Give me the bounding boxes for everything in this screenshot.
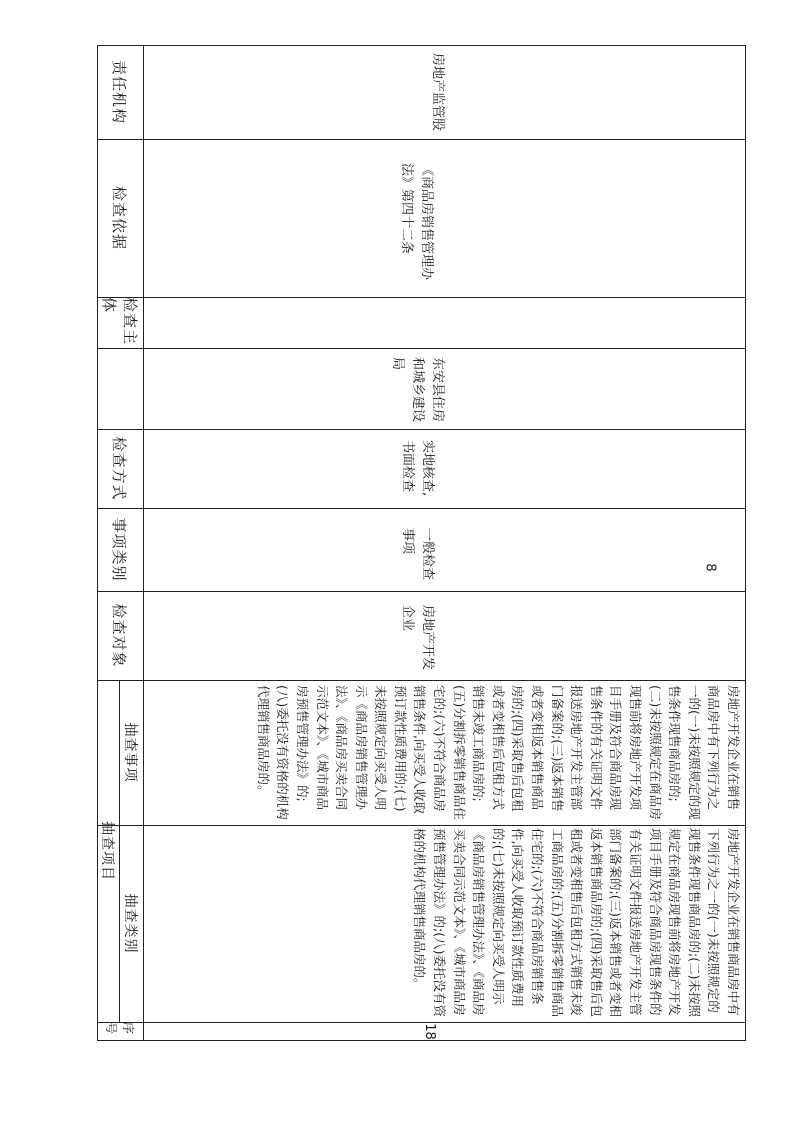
type-cell bbox=[393, 528, 437, 586]
subject-value: 东安县住房和城乡建设局 bbox=[390, 357, 445, 423]
dept-value: 房地产监管股 bbox=[430, 53, 445, 132]
header-subject-cell bbox=[97, 297, 143, 348]
header-dept: 责任机构 bbox=[110, 59, 129, 124]
header-type-cell bbox=[97, 508, 143, 591]
header-project: 抽查项目 bbox=[99, 821, 115, 881]
seq-cell bbox=[415, 1023, 445, 1040]
method-cell bbox=[389, 440, 437, 506]
header-type: 事项类别 bbox=[110, 517, 129, 582]
target-cell bbox=[393, 605, 437, 675]
target-value: 房地产开发企业 bbox=[400, 605, 435, 671]
header-item: 抽查事项 bbox=[122, 722, 138, 783]
header-seq: 序号 bbox=[104, 1022, 135, 1035]
header-target-cell bbox=[97, 591, 143, 680]
header-item-cell bbox=[119, 680, 143, 825]
method-value: 实地核查,书面检查 bbox=[400, 440, 435, 497]
subject-cell bbox=[379, 357, 447, 427]
header-category: 抽查类别 bbox=[122, 893, 138, 954]
dept-cell bbox=[397, 53, 447, 133]
header-method: 检查方式 bbox=[110, 436, 129, 501]
header-seq-cell bbox=[97, 1022, 143, 1041]
header-dept-cell bbox=[97, 45, 143, 139]
page-number: 8 bbox=[702, 563, 718, 572]
inspection-table bbox=[97, 45, 746, 1041]
item-cell bbox=[147, 685, 743, 822]
item-value: 房地产开发企业在销售商品房中有下列行为之一的(一)未按照规定的现售条件现售商品房的;(二)未按照规定在商品房现售前将房地产开发项目手册及符合商品房现售条件的有关证明文件报送房地产开发主管部门备案的;(三)返本销售或者变相返本销售商品房的;(四)采取售后包租或者变相售后包租方式销售未竣工商品房的;(五)分割拆零销售商品住宅的;(六)不符合商品房销售条件,向买受人收取预订款性质费用的;(七)未按照规定向买受人明示《商品房销售管理办法》、《商品房买卖合同示范文本》、《城市商品房预售管理办法》的;(八)委托没有资格的机构代理销售商品房的。 bbox=[255, 685, 741, 820]
header-subject: 检查主体 bbox=[100, 297, 139, 346]
category-value: 房地产开发企业在销售商品房中有下列行为之一的(一)未按照规定的现售条件现售商品房的;(二)未按照规定在商品房现售前将房地产开发项目手册及符合商品房现售条件的有关证明文件报送房地产开发主管部门备案的;(三)返本销售或者变相返本销售商品房的;(四)采取售后包租或者变相售后包租方式销售未竣工商品房的;(五)分割拆零销售商品住宅的;(六)不符合商品房销售条件,向买受人收取预订款性质费用的;(七)未按照规定向买受人明示《商品房销售管理办法》、《商品房买卖合同示范文本》、《城市商品房预售管理办法》的;(八)委托没有资格的机构代理销售商品房的。 bbox=[412, 828, 741, 1017]
basis-value: 《商品房销售管理办法》第四十二条 bbox=[399, 163, 434, 281]
header-method-cell bbox=[97, 429, 143, 508]
type-value: 一般检查事项 bbox=[400, 528, 435, 581]
category-cell bbox=[147, 828, 743, 1020]
seq-value: 18 bbox=[422, 1023, 438, 1040]
header-basis: 检查依据 bbox=[110, 185, 129, 250]
header-basis-cell bbox=[97, 139, 143, 297]
basis-cell bbox=[390, 163, 436, 293]
header-project-cell bbox=[97, 680, 119, 1022]
header-target: 检查对象 bbox=[110, 603, 129, 668]
header-category-cell bbox=[119, 825, 143, 1022]
